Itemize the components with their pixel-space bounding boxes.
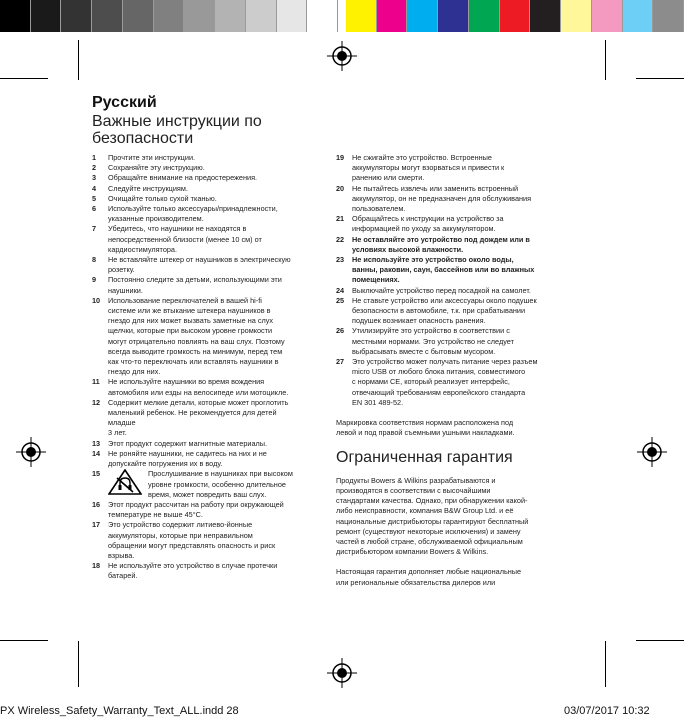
- item-number: 22: [336, 234, 345, 244]
- safety-list-left: [92, 153, 328, 582]
- item-text: Не ставьте устройство или аксессуары около подушек безопасности в автомобиле, т.к. при срабатывании подушек возникает опасность ранения.: [352, 295, 537, 326]
- language-heading: Русский: [92, 94, 157, 111]
- color-swatch: [561, 0, 592, 32]
- item-number: 19: [336, 153, 345, 162]
- process-color-bar: [346, 0, 684, 32]
- item-text: Этот продукт содержит магнитные материалы.: [108, 438, 268, 448]
- item-text: Убедитесь, что наушники не находятся в непосредственной близости (менее 10 см) от кардиостимулятора.: [108, 224, 262, 254]
- safety-item: [92, 163, 328, 173]
- safety-item: [92, 449, 328, 469]
- item-number: 24: [336, 285, 345, 295]
- item-text: Этот продукт рассчитан на работу при окружающей температуре не выше 45°С.: [108, 499, 284, 520]
- safety-item: [92, 173, 328, 183]
- item-text: Прочтите эти инструкции.: [108, 153, 196, 162]
- item-text: Использование переключателей в вашей hi-fi системе или же втыкание штекера наушников в гнездо для них может вызвать заметные на слух щелчки, которые при высоком уровне громкости могут отрицательно повлиять на ваш слух. Поэтому всегда выводите громкость на минимум, перед тем как что-то переключать или вставлять наушники в гнездо для них.: [108, 295, 285, 377]
- item-text: Не сжигайте это устройство. Встроенные аккумуляторы могут взорваться и привести к ранению или смерти.: [352, 153, 505, 183]
- item-number: 17: [92, 520, 101, 530]
- crop-mark: [78, 641, 79, 687]
- safety-item: [92, 184, 328, 194]
- registration-mark-left: [16, 437, 46, 467]
- crop-mark: [605, 641, 606, 687]
- item-text: Очищайте только сухой тканью.: [108, 193, 217, 203]
- item-text: Сохраняйте эту инструкцию.: [108, 163, 205, 173]
- crop-mark: [0, 78, 48, 79]
- safety-item: [336, 357, 584, 408]
- item-number: 13: [92, 438, 101, 448]
- color-swatch: [653, 0, 684, 32]
- crop-mark: [636, 78, 684, 79]
- color-swatch: [123, 0, 154, 32]
- item-number: 18: [92, 561, 101, 571]
- color-swatch: [530, 0, 561, 32]
- item-text-with-icon: [108, 469, 328, 500]
- color-swatch: [184, 0, 215, 32]
- footer-datetime: 03/07/2017 10:32: [564, 705, 650, 717]
- footer-filename: PX Wireless_Safety_Warranty_Text_ALL.indd 28: [0, 705, 239, 717]
- item-number: 8: [92, 255, 97, 265]
- safety-item-bold: [336, 255, 584, 286]
- color-swatch: [307, 0, 338, 32]
- safety-item: [92, 520, 328, 561]
- safety-item: [92, 194, 328, 204]
- crop-mark: [636, 640, 684, 641]
- item-text: Выключайте устройство перед посадкой на самолет.: [352, 285, 531, 295]
- item-number: 2: [92, 163, 97, 173]
- color-swatch: [438, 0, 469, 32]
- safety-title-line2: безопасности: [92, 130, 194, 147]
- safety-item: [92, 153, 328, 163]
- safety-item: [92, 204, 328, 224]
- compliance-note: Маркировка соответствия нормам расположена под левой и под правой съемными ушными накладками.: [336, 418, 515, 438]
- color-swatch: [469, 0, 500, 32]
- safety-item: [336, 296, 584, 327]
- item-text: Это устройство содержит литиево-йонные аккумуляторы, которые при неправильном обращении могут представлять опасность и риск взрыва.: [108, 520, 276, 560]
- registration-mark-top: [327, 41, 357, 71]
- item-number: 14: [92, 448, 101, 458]
- item-number: 5: [92, 193, 97, 203]
- item-text: Утилизируйте это устройство в соответствии с местными нормами. Это устройство не следует выбрасывать вместе с бытовым мусором.: [352, 326, 514, 356]
- item-number: 15: [92, 469, 101, 479]
- color-swatch: [277, 0, 308, 32]
- color-swatch: [215, 0, 246, 32]
- color-swatch: [377, 0, 408, 32]
- item-number: 3: [92, 173, 97, 183]
- item-text: Не используйте это устройство около воды, ванны, раковин, саун, бассейнов или во влажных помещениях.: [352, 255, 535, 285]
- safety-item: [336, 214, 584, 234]
- item-number: 4: [92, 183, 97, 193]
- safety-item: [92, 561, 328, 581]
- item-text: Не используйте наушники во время вождения автомобиля или езды на велосипеде или мотоцикле.: [108, 377, 289, 397]
- item-text: Обращайте внимание на предостережения.: [108, 173, 258, 183]
- safety-title-line1: Важные инструкции по: [92, 113, 262, 130]
- item-text: Не роняйте наушники, не садитесь на них и не допускайте погружения их в воду.: [108, 448, 267, 469]
- item-text: Обращайтесь к инструкции на устройство за информацией по уходу за аккумулятором.: [352, 214, 504, 234]
- item-number: 27: [336, 357, 345, 367]
- item-number: 10: [92, 295, 101, 305]
- color-swatch: [61, 0, 92, 32]
- item-text: Постоянно следите за детьми, использующими эти наушники.: [108, 275, 282, 295]
- item-number: 21: [336, 214, 345, 224]
- color-swatch: [623, 0, 654, 32]
- item-text: Не оставляйте это устройство под дождем или в условиях высокой влажности.: [352, 234, 530, 254]
- item-number: 12: [92, 397, 101, 407]
- safety-item: [336, 286, 584, 296]
- color-swatch: [92, 0, 123, 32]
- color-swatch: [592, 0, 623, 32]
- safety-item: [92, 469, 328, 500]
- item-number: 26: [336, 326, 345, 336]
- warranty-paragraph-1: Продукты Bowers & Wilkins разрабатываются и производятся в соответствии с высочайшими стандартами качества. Однако, при обнаружении какой- либо неисправности, компания B&W Group Ltd. и её национальные дистрибьюторы гарантируют бесплатный ремонт (существуют некоторые исключения) и замену частей в любой стране, обслуживаемой официальным дистрибьютором компании Bowers & Wilkins.: [336, 475, 529, 557]
- safety-item: [92, 439, 328, 449]
- item-text: Не используйте это устройство в случае протечки батарей.: [108, 561, 278, 581]
- item-number: 11: [92, 377, 100, 387]
- crop-mark: [605, 40, 606, 80]
- item-number: 9: [92, 275, 97, 285]
- item-number: 23: [336, 255, 345, 265]
- item-number: 7: [92, 224, 97, 234]
- grayscale-color-bar: [0, 0, 338, 32]
- safety-title: [92, 113, 312, 147]
- item-text: Это устройство может получать питание через разъем micro USB от любого блока питания, совместимого с нормами CE, который реализует интерфейс, отвечающий требованиям европейского стандарта EN 301 489-52.: [352, 357, 538, 407]
- safety-item: [92, 255, 328, 275]
- item-number: 6: [92, 204, 97, 214]
- item-number: 20: [336, 183, 345, 193]
- item-text: Не пытайтесь извлечь или заменить встроенный аккумулятор, он не предназначен для обслуживания пользователем.: [352, 183, 532, 214]
- color-swatch: [407, 0, 438, 32]
- item-text: Используйте только аксессуары/принадлежности, указанные производителем.: [108, 204, 278, 224]
- safety-item: [92, 500, 328, 520]
- color-swatch: [154, 0, 185, 32]
- safety-item: [92, 398, 328, 439]
- color-swatch: [346, 0, 377, 32]
- warranty-title: Ограниченная гарантия: [336, 449, 513, 467]
- safety-item-bold: [336, 235, 584, 255]
- color-swatch: [246, 0, 277, 32]
- item-text: Не вставляйте штекер от наушников в электрическую розетку.: [108, 255, 291, 275]
- crop-mark: [78, 40, 79, 80]
- registration-mark-right: [637, 437, 667, 467]
- warranty-paragraph-2: Настоящая гарантия дополняет любые национальные или региональные обязательства дилеров или: [336, 567, 522, 587]
- safety-item: [336, 184, 584, 215]
- crop-mark: [0, 640, 48, 641]
- item-number: 25: [336, 295, 345, 305]
- item-text: Содержит мелкие детали, которые может проглотить маленький ребенок. Не рекомендуется для детей младше 3 лет.: [108, 397, 289, 438]
- color-swatch: [31, 0, 62, 32]
- safety-item: [92, 296, 328, 378]
- safety-item: [92, 224, 328, 255]
- safety-item: [336, 153, 584, 184]
- item-text: Прослушивание в наушниках при высоком уровне громкости, особенно длительное время, может повредить ваш слух.: [148, 469, 293, 499]
- item-number: 1: [92, 153, 97, 162]
- item-number: 16: [92, 499, 101, 509]
- color-swatch: [500, 0, 531, 32]
- safety-item: [92, 377, 328, 397]
- color-swatch: [0, 0, 31, 32]
- safety-item: [92, 275, 328, 295]
- registration-mark-bottom: [327, 658, 357, 688]
- safety-item: [336, 326, 584, 357]
- safety-list-right: [336, 153, 584, 588]
- item-text: Следуйте инструкциям.: [108, 183, 188, 193]
- hearing-damage-warning-icon: [108, 469, 142, 495]
